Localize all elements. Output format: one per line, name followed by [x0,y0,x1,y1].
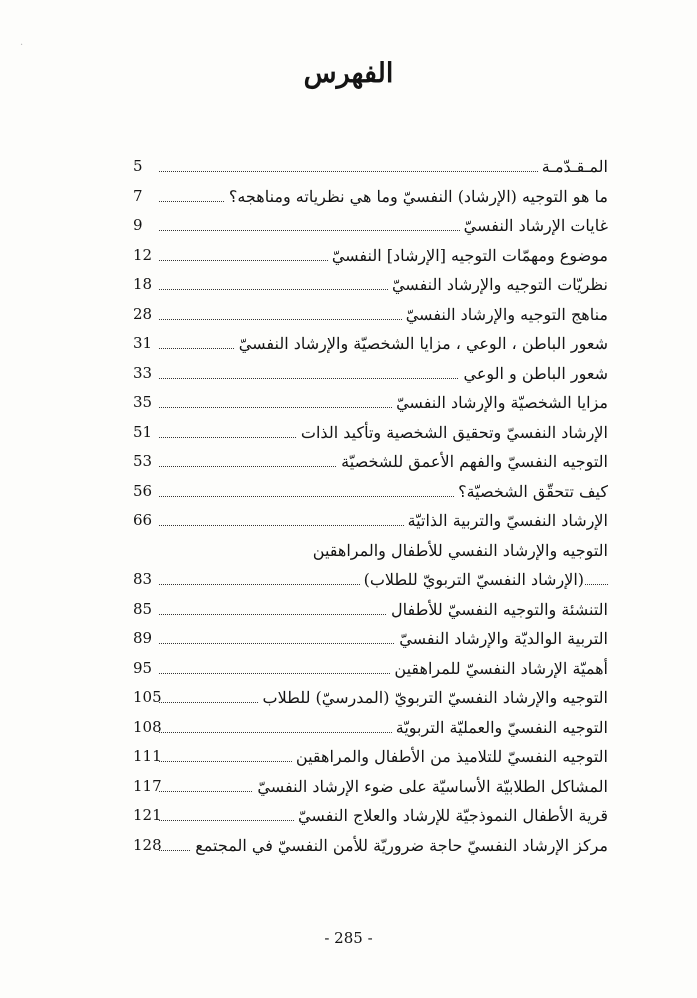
toc-entry-page: 31 [133,329,157,359]
toc-entry[interactable] [133,713,608,743]
toc-entry[interactable] [133,624,608,654]
toc-entry[interactable] [133,742,608,772]
toc-entry[interactable] [133,182,608,212]
toc-entry-page: 105 [133,683,157,713]
toc-entry[interactable] [133,270,608,300]
toc-entry-title: قرية الأطفال النموذجيّة للإرشاد والعلاج النفسيّ [294,801,608,831]
toc-entry-title: التربية الوالديّة والإرشاد النفسيّ [395,624,608,654]
toc-entry-page: 66 [133,506,157,536]
toc-entry-title: أهميّة الإرشاد النفسيّ للمراهقين [390,654,608,684]
toc-entry-page: 111 [133,742,157,772]
toc-entry[interactable] [133,329,608,359]
toc-entry-title: مناهج التوجيه والإرشاد النفسيّ [402,300,608,330]
toc-entry-title: نظريّات التوجيه والإرشاد النفسيّ [388,270,608,300]
toc-entry[interactable] [133,447,608,477]
toc-entry-title: مركز الإرشاد النفسيّ حاجة ضروريّة للأمن النفسيّ في المجتمع [191,831,608,861]
margin-mark: · [20,40,24,51]
toc-entry-title: كيف تتحقّق الشخصيّة؟ [454,477,608,507]
toc-entry-page: 5 [133,152,157,182]
toc-entry[interactable] [133,388,608,418]
toc-entry-page: 33 [133,359,157,389]
toc-entry-page: 89 [133,624,157,654]
table-of-contents [133,152,608,860]
toc-entry[interactable] [133,654,608,684]
toc-entry-page: 121 [133,801,157,831]
toc-entry-title: التوجيه والإرشاد النفسيّ التربويّ (المدرسيّ) للطلاب [259,683,608,713]
toc-entry[interactable] [133,801,608,831]
toc-entry[interactable] [133,418,608,448]
page-number: - 285 - [324,929,373,947]
toc-entry-page: 28 [133,300,157,330]
toc-entry-title: شعور الباطن و الوعي [459,359,608,389]
toc-entry-title: غايات الإرشاد النفسيّ [460,211,608,241]
toc-entry[interactable] [133,300,608,330]
toc-entry-page: 18 [133,270,157,300]
toc-entry-title: التوجيه النفسيّ والفهم الأعمق للشخصيّة [337,447,608,477]
toc-entry-title: المشاكل الطلابيّة الأساسيّة على ضوء الإرشاد النفسيّ [253,772,608,802]
toc-entry[interactable] [133,477,608,507]
toc-entry-page: 108 [133,713,157,743]
toc-entry-title: ما هو التوجيه (الإرشاد) النفسيّ وما هي نظرياته ومناهجه؟ [225,182,608,212]
toc-entry[interactable] [133,152,608,182]
toc-entry-heading[interactable] [143,536,608,566]
toc-entry-title: المـقـدّمـة [538,152,608,182]
page-title: الفهرس [303,58,394,89]
toc-entry-page: 51 [133,418,157,448]
toc-entry-title: التنشئة والتوجيه النفسيّ للأطفال [387,595,608,625]
toc-entry[interactable] [133,683,608,713]
toc-entry-page: 85 [133,595,157,625]
toc-entry-title: (الإرشاد النفسيّ التربويّ للطلاب) [360,565,584,595]
toc-entry[interactable] [133,565,608,595]
toc-entry-page: 128 [133,831,157,861]
toc-entry-title: التوجيه والإرشاد النفسي للأطفال والمراهقين [309,536,608,566]
toc-entry[interactable] [133,241,608,271]
toc-entry-title: موضوع ومهمّات التوجيه [الإرشاد] النفسيّ [328,241,608,271]
toc-entry[interactable] [133,772,608,802]
toc-entry[interactable] [133,211,608,241]
toc-entry-page: 9 [133,211,157,241]
toc-entry-page: 56 [133,477,157,507]
toc-entry-page: 7 [133,182,157,212]
toc-entry[interactable] [133,595,608,625]
toc-entry-page: 83 [133,565,157,595]
toc-entry-title: التوجيه النفسيّ للتلاميذ من الأطفال والمراهقين [292,742,608,772]
toc-entry-title: شعور الباطن ، الوعي ، مزايا الشخصيّة والإرشاد النفسيّ [235,329,608,359]
toc-entry[interactable] [133,359,608,389]
toc-entry-page: 95 [133,654,157,684]
toc-entry-page: 35 [133,388,157,418]
toc-entry-page: 12 [133,241,157,271]
toc-entry[interactable] [133,831,608,861]
toc-entry-title: الإرشاد النفسيّ والتربية الذاتيّة [404,506,608,536]
toc-entry[interactable] [133,506,608,536]
toc-entry-title: مزايا الشخصيّة والإرشاد النفسيّ [392,388,608,418]
toc-entry-title: الإرشاد النفسيّ وتحقيق الشخصية وتأكيد الذات [297,418,608,448]
toc-entry-page: 117 [133,772,157,802]
toc-entry-page: 53 [133,447,157,477]
toc-entry-title: التوجيه النفسيّ والعمليّة التربويّة [392,713,608,743]
